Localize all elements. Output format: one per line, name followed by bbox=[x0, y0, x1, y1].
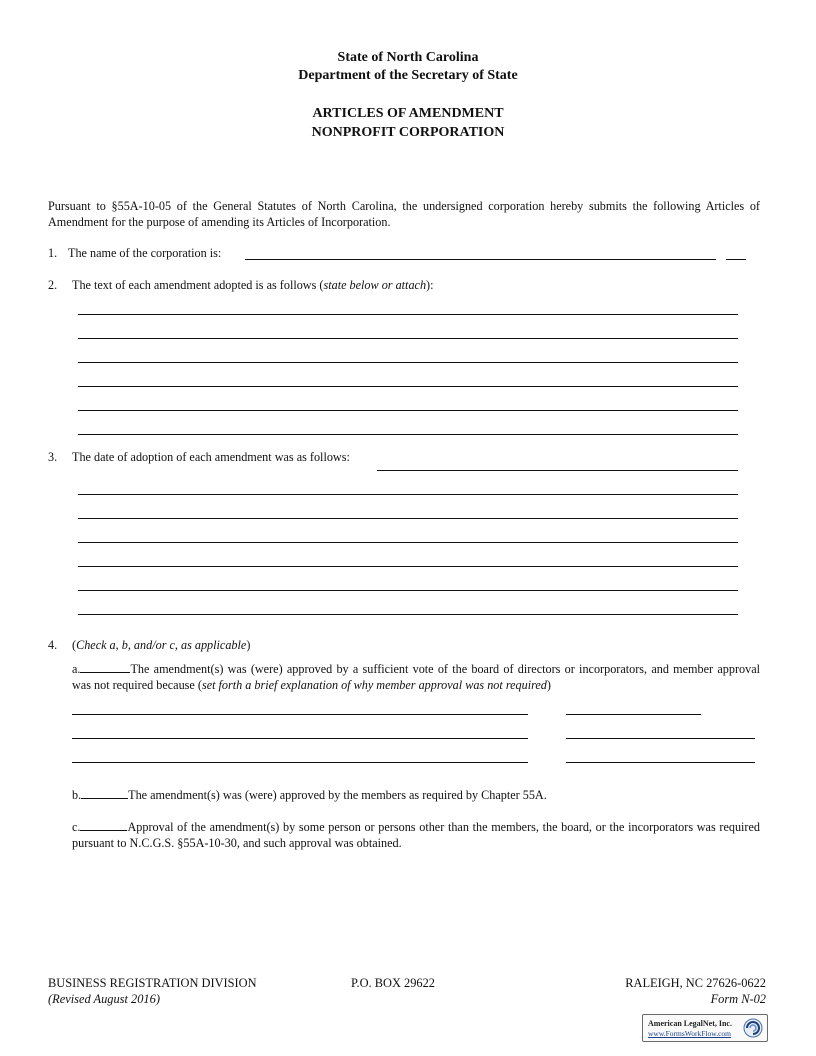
intro-paragraph: Pursuant to §55A-10-05 of the General Statutes of North Carolina, the undersigned corporation hereby submits the following Articles of Amendment for the purpose of amending its Articles of Incorporation. bbox=[48, 199, 760, 229]
explanation-line-short[interactable] bbox=[566, 738, 755, 739]
adoption-date-field[interactable] bbox=[377, 470, 738, 471]
corporation-name-field-extra[interactable] bbox=[726, 259, 746, 260]
item-4-number: 4. bbox=[48, 638, 58, 652]
explanation-line[interactable] bbox=[72, 714, 528, 715]
badge-company: American LegalNet, Inc. bbox=[648, 1019, 732, 1028]
footer-city: RALEIGH, NC 27626-0622 bbox=[625, 976, 766, 990]
publisher-badge[interactable] bbox=[642, 1014, 768, 1042]
adoption-date-line[interactable] bbox=[78, 614, 738, 615]
item-1-label: The name of the corporation is: bbox=[68, 246, 222, 260]
explanation-line-short[interactable] bbox=[566, 714, 701, 715]
form-title: ARTICLES OF AMENDMENT bbox=[312, 106, 504, 121]
option-c-text: c. Approval of the amendment(s) by some person or persons other than the members, the board, or the incorporators was required pursuant to N.C.G.S. §55A-10-30, and such approval was obtained. bbox=[72, 820, 760, 850]
badge-website-link[interactable]: www.FormsWorkFlow.com bbox=[648, 1029, 732, 1038]
explanation-line-short[interactable] bbox=[566, 762, 755, 763]
option-b-checkbox-blank[interactable] bbox=[81, 787, 128, 799]
explanation-line[interactable] bbox=[72, 738, 528, 739]
option-b-text: b. The amendment(s) was (were) approved by the members as required by Chapter 55A. bbox=[72, 788, 547, 802]
footer-form-number: Form N-02 bbox=[710, 992, 766, 1006]
option-a-text: a. The amendment(s) was (were) approved by a sufficient vote of the board of directors or incorporators, and member approval was not required because (set forth a brief explanation of why member approval was not required) bbox=[72, 662, 760, 692]
footer-pobox: P.O. BOX 29622 bbox=[351, 976, 435, 990]
swirl-logo-icon bbox=[743, 1018, 763, 1038]
item-2-number: 2. bbox=[48, 278, 58, 292]
amendment-text-line[interactable] bbox=[78, 386, 738, 387]
amendment-text-line[interactable] bbox=[78, 362, 738, 363]
footer-division: BUSINESS REGISTRATION DIVISION bbox=[48, 976, 257, 990]
form-subtitle: NONPROFIT CORPORATION bbox=[311, 125, 505, 140]
adoption-date-line[interactable] bbox=[78, 518, 738, 519]
option-a-checkbox-blank[interactable] bbox=[80, 661, 130, 673]
item-3-number: 3. bbox=[48, 450, 58, 464]
amendment-text-line[interactable] bbox=[78, 314, 738, 315]
adoption-date-line[interactable] bbox=[78, 566, 738, 567]
adoption-date-line[interactable] bbox=[78, 494, 738, 495]
adoption-date-line[interactable] bbox=[78, 590, 738, 591]
footer-revised: (Revised August 2016) bbox=[48, 992, 160, 1006]
explanation-line[interactable] bbox=[72, 762, 528, 763]
amendment-text-line[interactable] bbox=[78, 338, 738, 339]
state-heading: State of North Carolina bbox=[337, 50, 479, 65]
item-3-label: The date of adoption of each amendment was as follows: bbox=[72, 450, 350, 464]
item-2-label: The text of each amendment adopted is as follows (state below or attach): bbox=[72, 278, 434, 292]
amendment-text-line[interactable] bbox=[78, 434, 738, 435]
amendment-text-line[interactable] bbox=[78, 410, 738, 411]
item-4-label: (Check a, b, and/or c, as applicable) bbox=[72, 638, 251, 652]
adoption-date-line[interactable] bbox=[78, 542, 738, 543]
department-heading: Department of the Secretary of State bbox=[298, 68, 518, 83]
option-c-checkbox-blank[interactable] bbox=[80, 819, 127, 831]
item-1-number: 1. bbox=[48, 246, 58, 260]
corporation-name-field[interactable] bbox=[245, 259, 716, 260]
